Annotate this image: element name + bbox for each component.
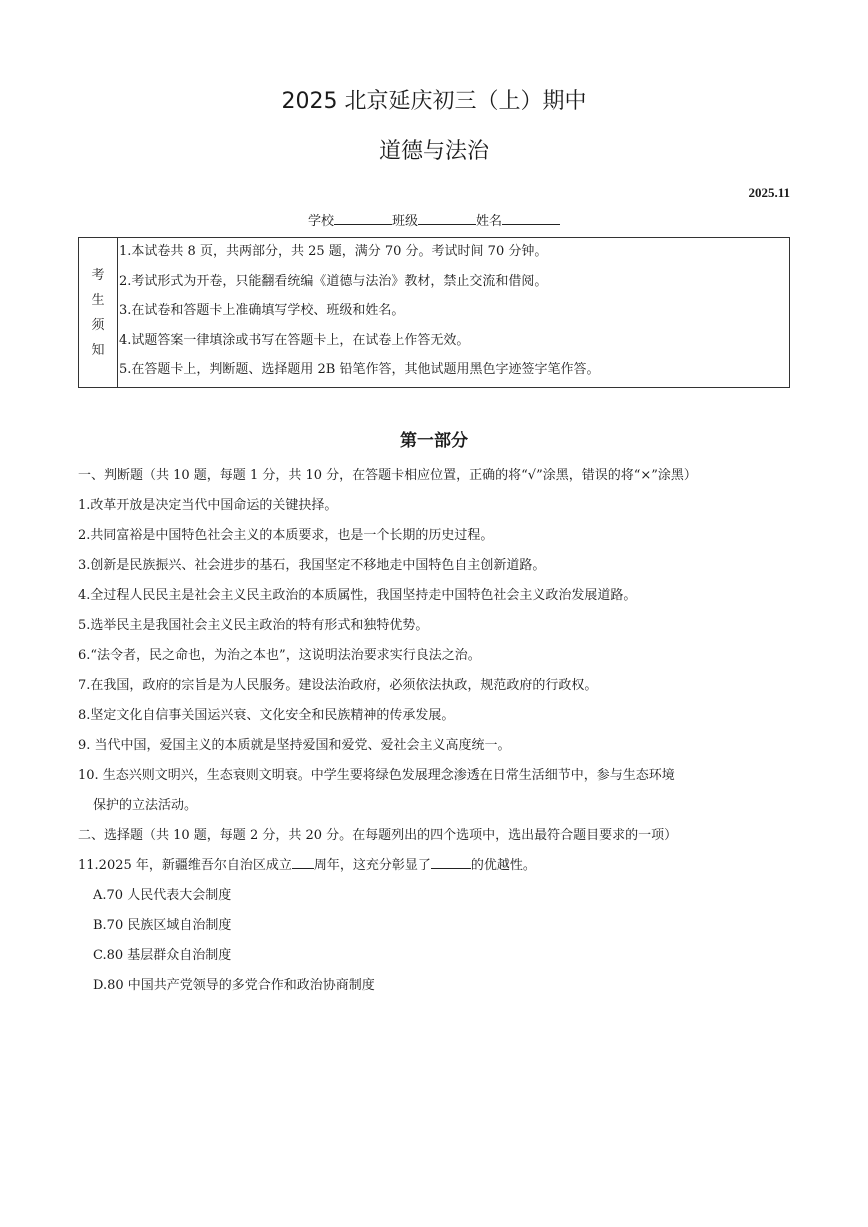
notice-item: 4.试题答案一律填涂或书写在答题卡上，在试卷上作答无效。	[119, 332, 470, 348]
judgment-item: 10. 生态兴则文明兴，生态衰则文明衰。中学生要将绿色发展理念渗透在日常生活细节中，参与生态环境	[78, 768, 675, 783]
notice-item: 1.本试卷共 8 页，共两部分，共 25 题，满分 70 分。考试时间 70 分钟。	[119, 244, 548, 259]
section2-heading: 二、选择题（共 10 题，每题 2 分，共 20 分。在每题列出的四个选项中，选出最符合题目要求的一项）	[78, 828, 678, 843]
q11-blank-1	[292, 857, 314, 869]
judgment-item: 2.共同富裕是中国特色社会主义的本质要求，也是一个长期的历史过程。	[78, 528, 494, 543]
option-a: A.70 人民代表大会制度	[93, 888, 232, 903]
notice-item: 5.在答题卡上，判断题、选择题用 2B 铅笔作答，其他试题用黑色字迹签字笔作答。	[119, 362, 600, 377]
school-label: 学校	[307, 214, 334, 229]
name-label: 姓名	[476, 214, 503, 229]
part-one-title: 第一部分	[400, 431, 468, 451]
class-blank	[418, 212, 476, 225]
exam-title: 2025 北京延庆初三（上）期中	[281, 89, 587, 114]
judgment-item: 9. 当代中国，爱国主义的本质就是坚持爱国和爱党、爱社会主义高度统一。	[78, 738, 511, 753]
notice-head-char: 知	[91, 342, 105, 358]
subject-title: 道德与法治	[378, 139, 489, 164]
q11-stem-a: 11.2025 年，新疆维吾尔自治区成立	[78, 858, 292, 873]
judgment-item: 5.选举民主是我国社会主义民主政治的特有形式和独特优势。	[78, 618, 429, 633]
notice-item: 2.考试形式为开卷，只能翻看统编《道德与法治》教材，禁止交流和借阅。	[119, 273, 548, 289]
judgment-item: 3.创新是民族振兴、社会进步的基石，我国坚定不移地走中国特色自主创新道路。	[78, 558, 546, 573]
exam-date: 2025.11	[748, 185, 790, 200]
judgment-item: 1.改革开放是决定当代中国命运的关键抉择。	[78, 498, 338, 513]
q11-blank-2	[431, 857, 471, 869]
q11-stem-c: 的优越性。	[470, 858, 536, 873]
notice-items	[118, 238, 789, 387]
judgment-item: 6.“法令者，民之命也，为治之本也”，这说明法治要求实行良法之治。	[78, 648, 481, 663]
notice-head-char: 生	[91, 292, 105, 308]
notice-box	[78, 237, 790, 388]
notice-heading	[79, 238, 118, 387]
judgment-item-continued: 保护的立法活动。	[93, 798, 198, 813]
judgment-item: 7.在我国，政府的宗旨是为人民服务。建设法治政府，必须依法执政，规范政府的行政权。	[78, 678, 598, 693]
class-label: 班级	[391, 214, 418, 229]
question-11-stem	[78, 854, 536, 873]
q11-stem-b: 周年，这充分彰显了	[313, 858, 431, 873]
option-b: B.70 民族区域自治制度	[93, 918, 232, 933]
notice-head-char: 须	[91, 317, 105, 333]
notice-head-char: 考	[91, 267, 105, 283]
judgment-item: 8.坚定文化自信事关国运兴衰、文化安全和民族精神的传承发展。	[78, 708, 455, 723]
notice-item: 3.在试卷和答题卡上准确填写学校、班级和姓名。	[119, 303, 405, 318]
name-blank	[502, 212, 560, 225]
section1-heading: 一、判断题（共 10 题，每题 1 分，共 10 分，在答题卡相应位置，正确的将“√”涂黑，错误的将“×”涂黑）	[78, 468, 697, 483]
option-d: D.80 中国共产党领导的多党合作和政治协商制度	[93, 978, 375, 993]
judgment-item: 4.全过程人民民主是社会主义民主政治的本质属性，我国坚持走中国特色社会主义政治发展道路。	[78, 588, 637, 603]
option-c: C.80 基层群众自治制度	[93, 948, 232, 963]
student-info-line	[0, 210, 868, 229]
school-blank	[334, 212, 392, 225]
